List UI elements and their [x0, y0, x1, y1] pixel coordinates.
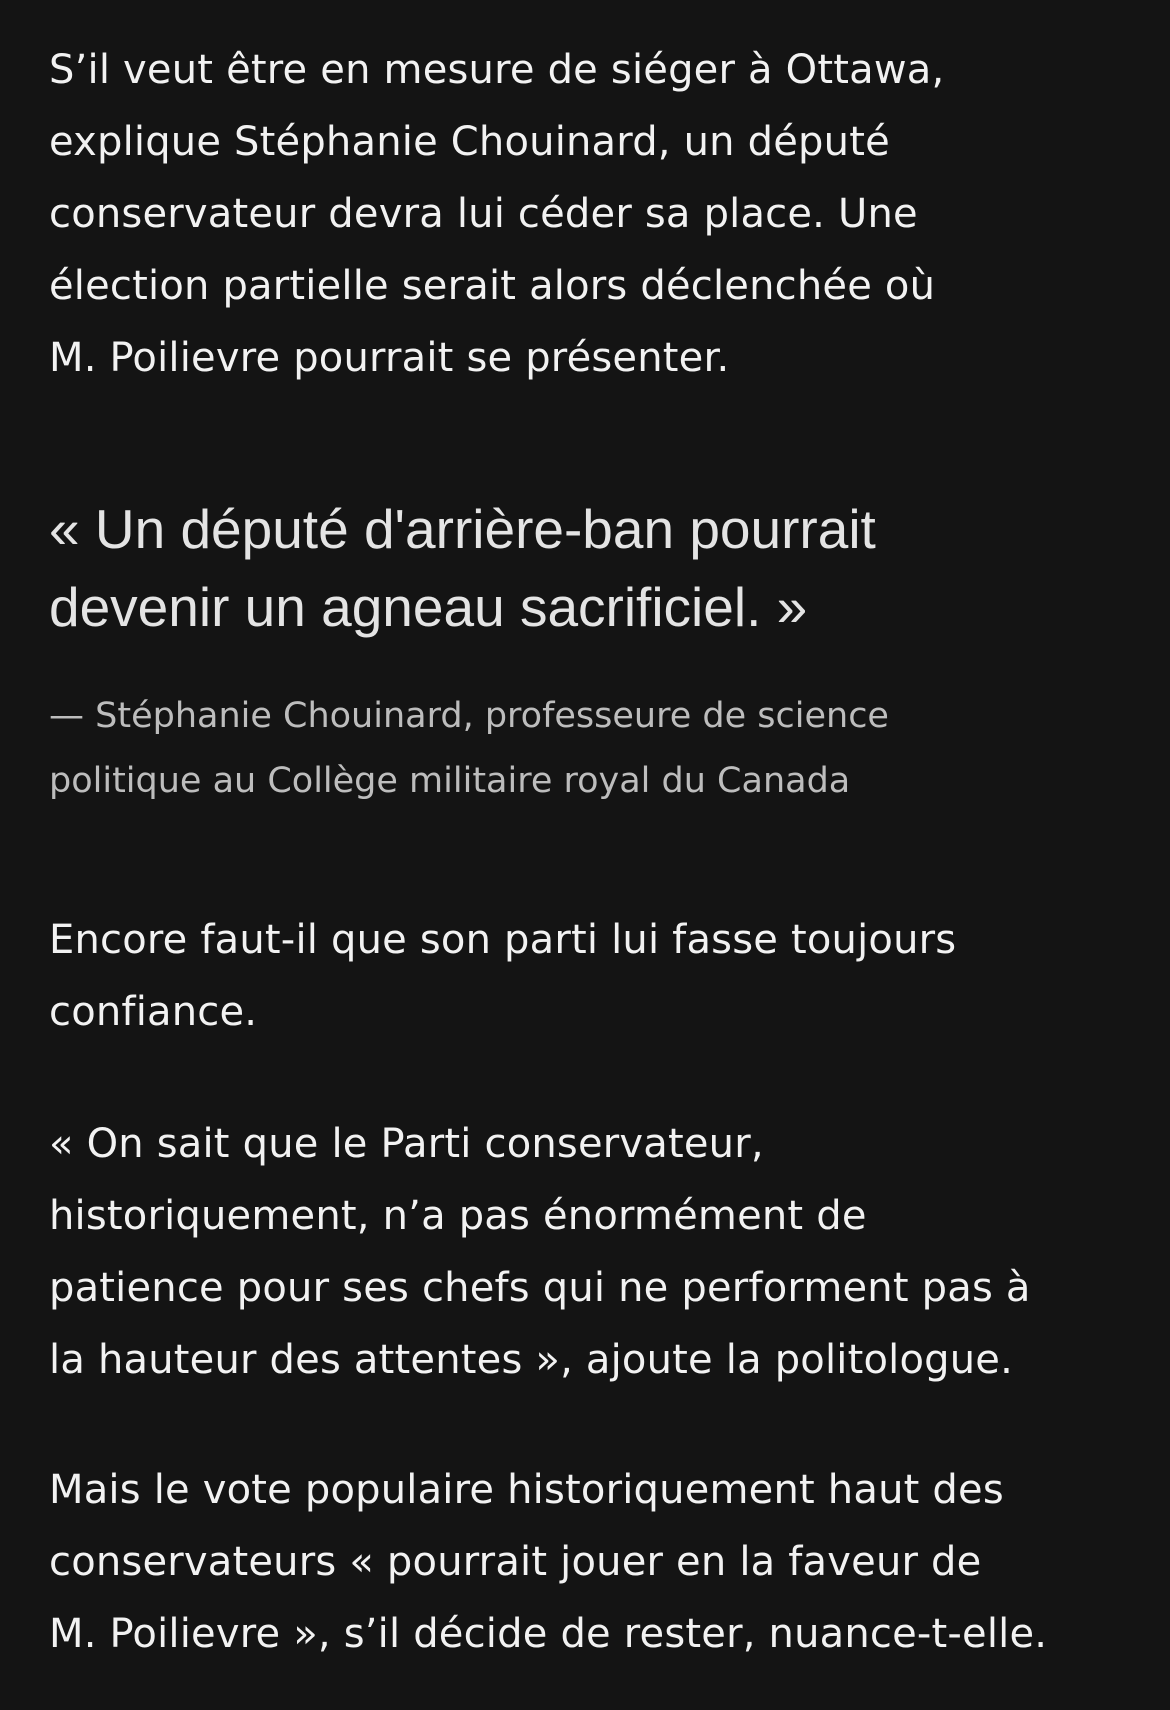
attribution-line: politique au Collège militaire royal du Canada: [49, 761, 851, 801]
paragraph-line: « On sait que le Parti conservateur,: [49, 1121, 764, 1167]
pull-quote: [49, 490, 1129, 646]
paragraph: [49, 904, 1129, 1048]
paragraph: [49, 34, 1129, 394]
paragraph-line: M. Poilievre pourrait se présenter.: [49, 335, 730, 381]
paragraph-line: élection partielle serait alors déclenchée où: [49, 263, 936, 309]
pull-quote-line: « Un député d'arrière-ban pourrait: [49, 498, 876, 560]
paragraph-line: M. Poilievre », s’il décide de rester, nuance-t-elle.: [49, 1611, 1048, 1657]
paragraph-line: explique Stéphanie Chouinard, un député: [49, 119, 890, 165]
paragraph-line: Mais le vote populaire historiquement haut des: [49, 1467, 1004, 1513]
paragraph-line: conservateur devra lui céder sa place. Une: [49, 191, 918, 237]
pull-quote-line: devenir un agneau sacrificiel. »: [49, 576, 808, 638]
paragraph-line: la hauteur des attentes », ajoute la politologue.: [49, 1337, 1013, 1383]
attribution-line: — Stéphanie Chouinard, professeure de science: [49, 696, 889, 736]
paragraph-line: historiquement, n’a pas énormément de: [49, 1193, 867, 1239]
paragraph-line: confiance.: [49, 989, 258, 1035]
paragraph: [49, 1454, 1129, 1670]
paragraph-line: patience pour ses chefs qui ne performent pas à: [49, 1265, 1031, 1311]
paragraph-line: S’il veut être en mesure de siéger à Ottawa,: [49, 47, 945, 93]
paragraph-line: conservateurs « pourrait jouer en la faveur de: [49, 1539, 982, 1585]
quote-attribution: [49, 684, 1129, 814]
paragraph: [49, 1108, 1129, 1396]
paragraph-line: Encore faut-il que son parti lui fasse toujours: [49, 917, 957, 963]
